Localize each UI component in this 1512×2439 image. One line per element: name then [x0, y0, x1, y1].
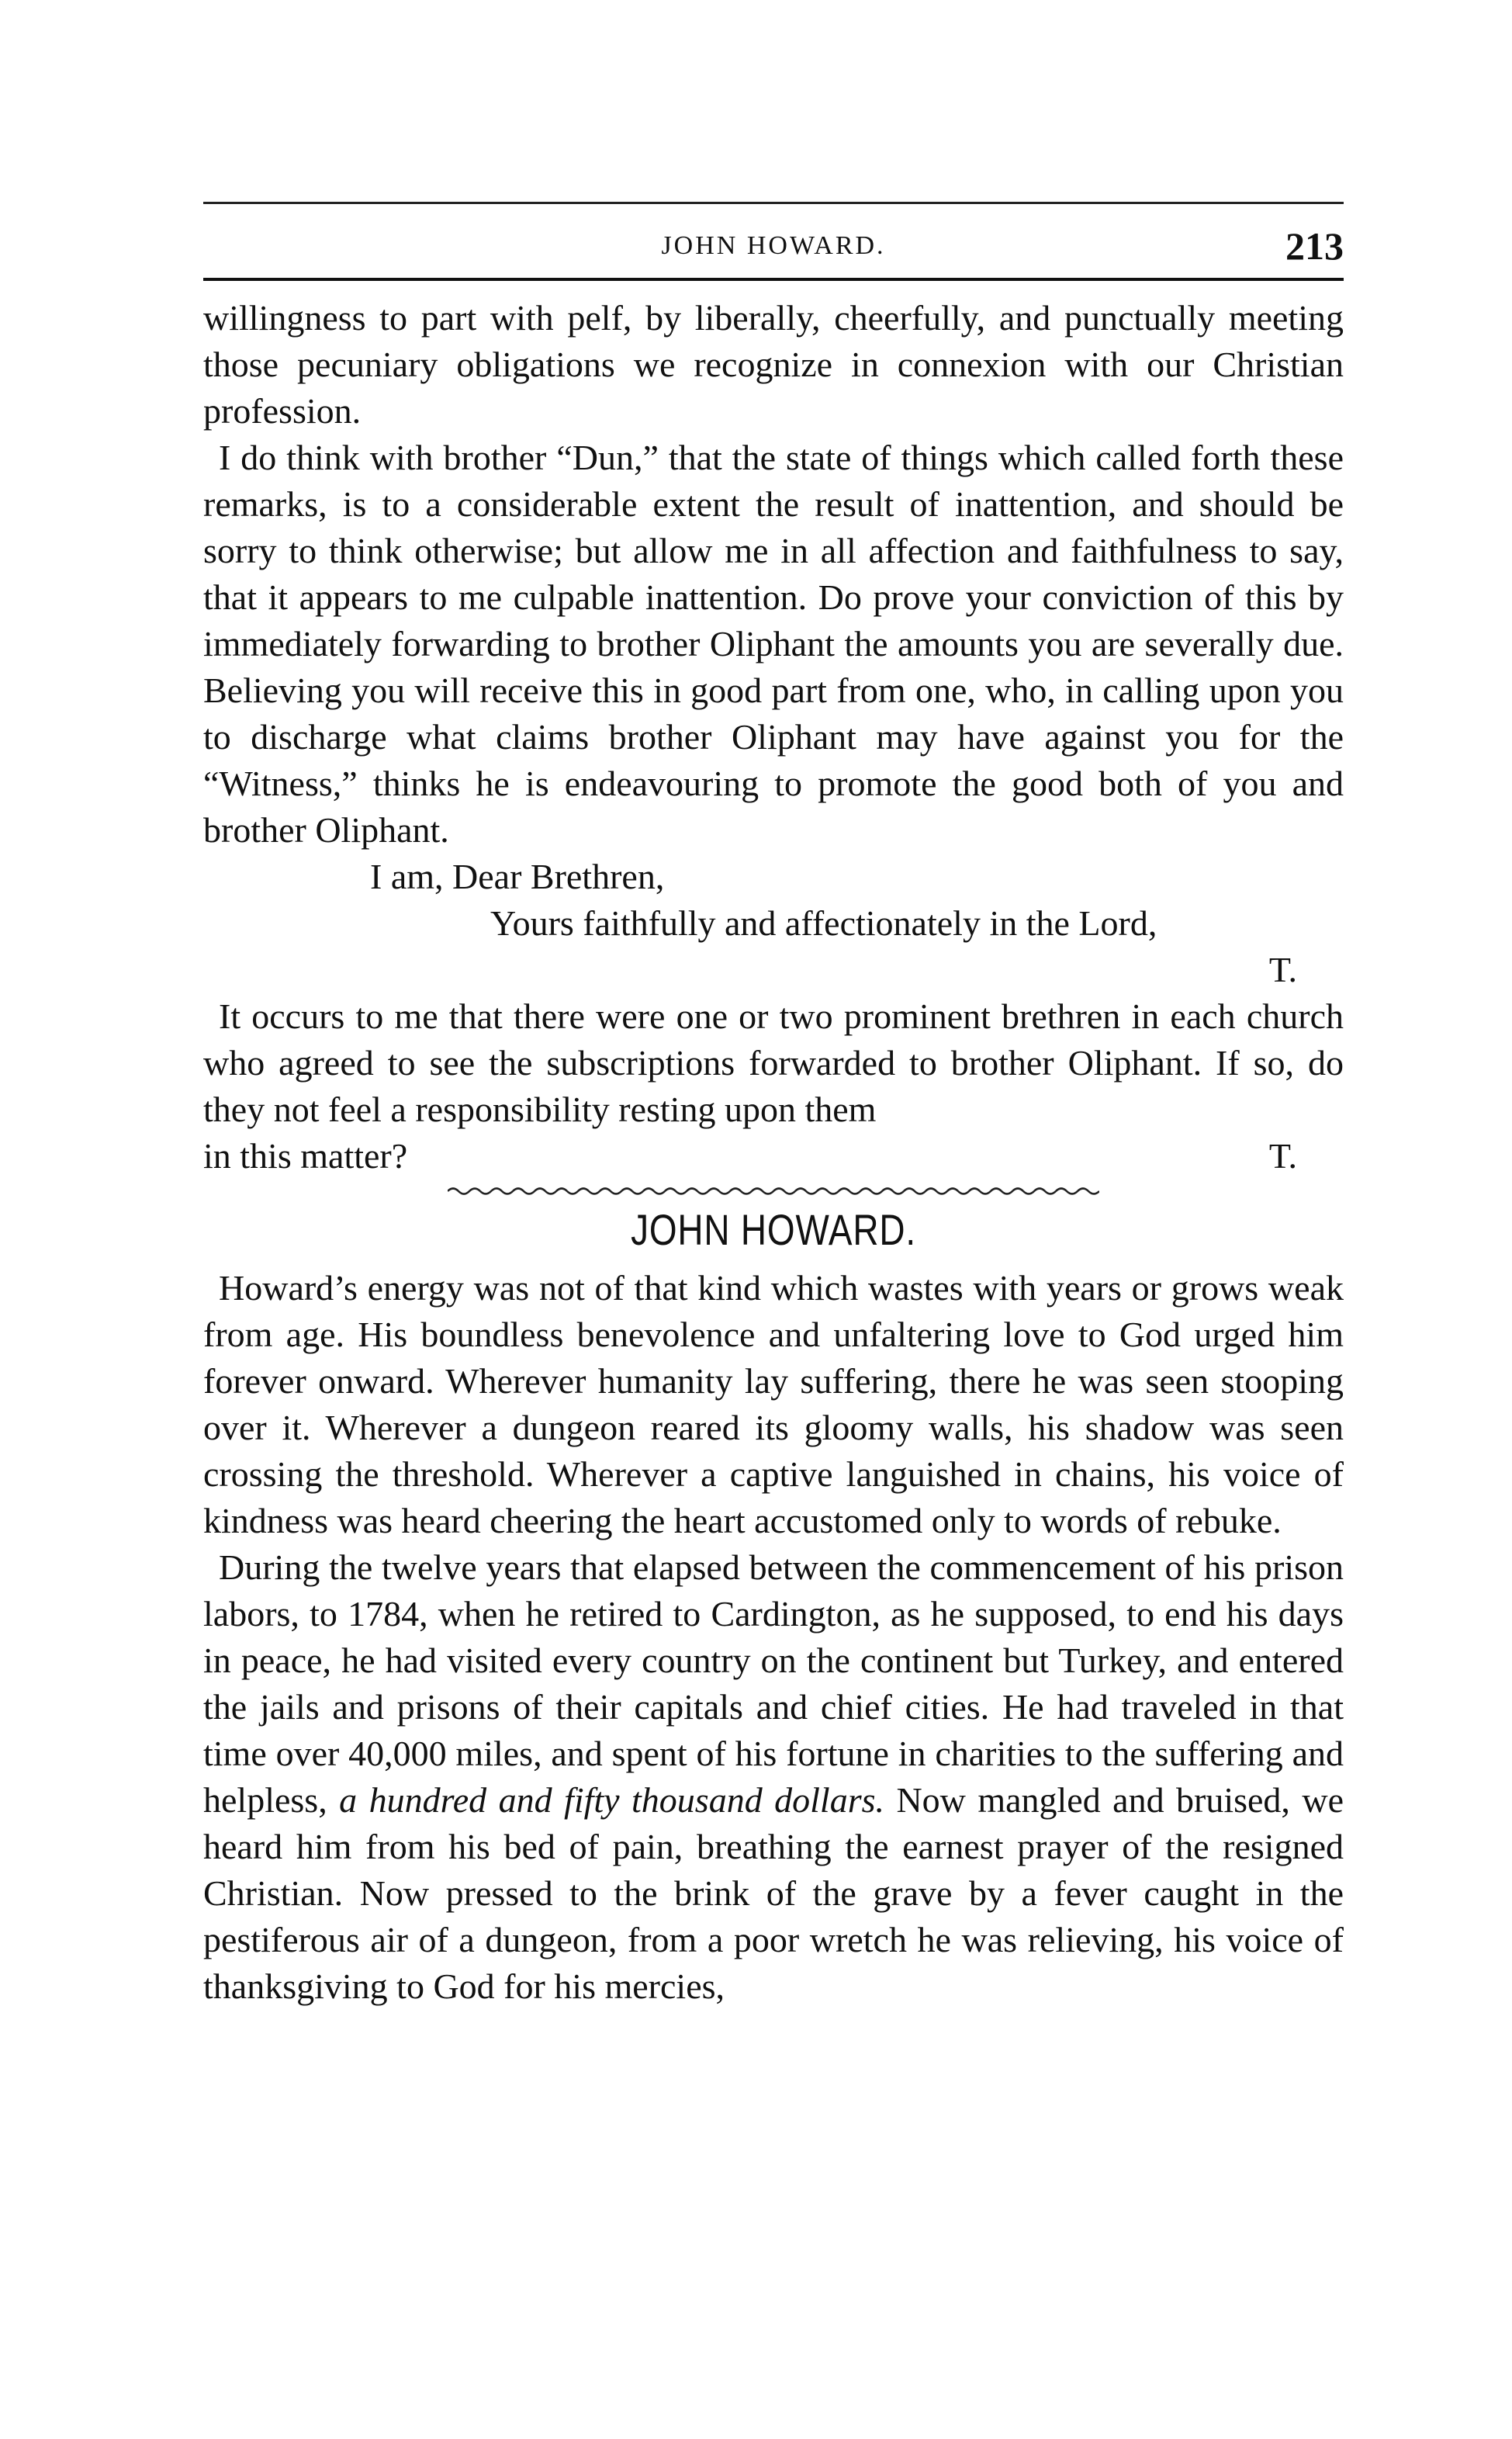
running-title: JOHN HOWARD.	[661, 231, 886, 260]
running-head	[203, 223, 1344, 270]
article-italic-sum: a hundred and fifty thousand dollars.	[339, 1780, 885, 1820]
postscript-last-line	[203, 1133, 1344, 1180]
article-title: JOHN HOWARD.	[631, 1205, 916, 1254]
article-paragraph-2-end: Now mangled and bruised, we heard him from his bed of pain, breathing the earnest prayer of the resigned Christian. Now pressed to the brink of the grave by a fever caught in the pestiferous air of a dungeon, from a poor wretch he was relieving, his voice of thanksgiving to God for his mercies,	[203, 1780, 1344, 2006]
book-page	[203, 186, 1367, 2281]
letter-signature: T.	[1268, 950, 1297, 989]
letter-paragraph-2: I do think with brother “Dun,” that the state of things which called forth these remarks, is to a considerable extent the result of inattention, and should be sorry to think otherwise; but allow me in all affection and faithfulness to say, that it appears to me culpable inattention. Do prove your conviction of this by immediately forwarding to brother Oliphant the amounts you are severally due. Believing you will receive this in good part from one, who, in calling upon you to discharge what claims brother Oliphant may have against you for the “Witness,” thinks he is endeavouring to promote the good both of you and brother Oliphant.	[203, 438, 1344, 850]
article-paragraph-2-start: During the twelve years that elapsed between the commencement of his prison labors, to 1784, when he retired to Cardington, as he supposed, to end his days in peace, he had visited every country on the continent but Turkey, and entered the jails and prisons of their capitals and chief cities. He had traveled in that time over 40,000 miles, and spent of his fortune in charities to the suffering and helpless,	[203, 1547, 1344, 1820]
page-body	[203, 295, 1344, 2010]
header-rule	[203, 278, 1344, 281]
article-paragraph-2	[203, 1544, 1344, 2010]
letter-closing-valediction: Yours faithfully and affectionately in the Lord,	[490, 903, 1157, 943]
page-number: 213	[1285, 224, 1344, 268]
article-paragraph-1: Howard’s energy was not of that kind which wastes with years or grows weak from age. His boundless benevolence and unfaltering love to God urged him forever onward. Wherever humanity lay suffering, there he was seen stooping over it. Wherever a dungeon reared its gloomy walls, his shadow was seen crossing the threshold. Wherever a captive languished in chains, his voice of kindness was heard cheering the heart accustomed only to words of rebuke.	[203, 1268, 1344, 1540]
postscript-signature: T.	[1268, 1136, 1297, 1176]
letter-closing-salutation: I am, Dear Brethren,	[370, 857, 665, 896]
top-rule	[203, 202, 1344, 204]
wavy-divider	[448, 1184, 1099, 1198]
postscript-note: It occurs to me that there were one or two prominent brethren in each church who agreed to see the subscriptions forwarded to brother Oliphant. If so, do they not feel a responsibility resting upon them	[203, 996, 1344, 1129]
letter-paragraph-1: willingness to part with pelf, by liberally, cheerfully, and punctually meeting those pecuniary obligations we recognize in connexion with our Christian profession.	[203, 298, 1344, 431]
postscript-question: in this matter?	[203, 1136, 408, 1176]
